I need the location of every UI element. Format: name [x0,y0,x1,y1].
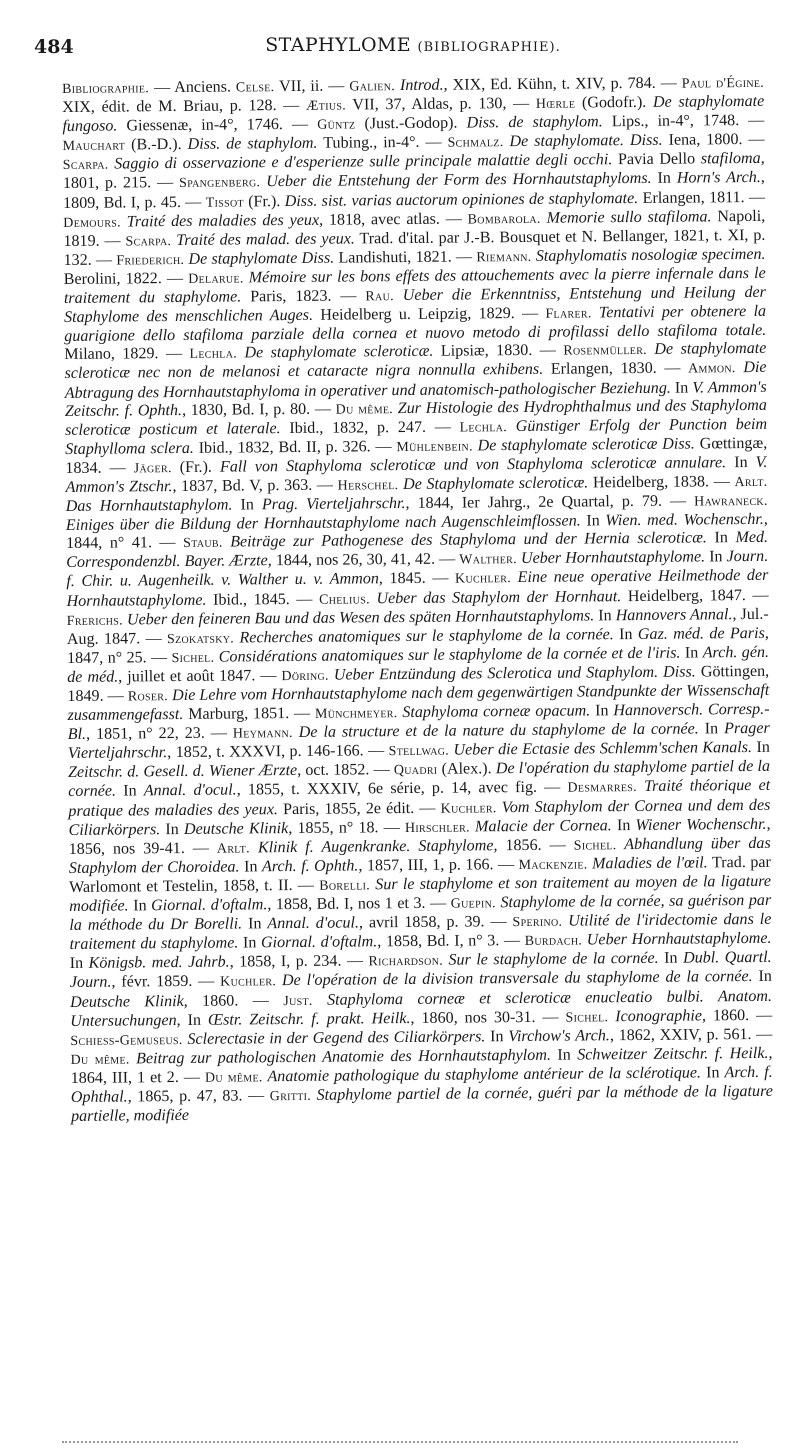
work-title: Prager Vierteljahrschr. [67,720,770,763]
work-title: Journ. f. Chir. u. Augenheilk. v. Walther u. v. Ammon [66,548,769,591]
author-name: Sperino. [512,914,563,931]
citation-text: In [239,858,263,876]
citation-text: In [242,915,268,933]
citation-text: , 1845. — [378,570,456,588]
citation-text: Pavia Dello [612,150,701,169]
work-title: Arch. f. Ophth. [261,857,359,876]
author-name: Rosenmüller. [563,343,648,359]
work-title: Virchow's Arch. [508,1026,610,1045]
author-name: Rau. [365,289,394,305]
citation-text: Heidelberg u. Leipzig, 1829. — [312,304,546,324]
work-title: Traité théorique et pratique des maladies des yeux. [68,777,771,820]
author-name: Döring. [281,668,329,685]
work-title: Arch. gén. de méd. [67,643,770,686]
work-title: Beitrag zur pathologischen Anatomie des Hornhautstaphylom. [129,1046,552,1068]
work-title: Traité des maladies des yeux, [120,211,324,231]
citation-text: Giessenæ, in-4°, 1746. — [117,115,318,135]
citation-text: In [550,1046,578,1064]
citation-text: , Jul.-Aug. 1847. — [66,605,769,648]
citation-text: Lipsiæ, 1830. — [433,341,564,361]
citation-text: 1860. — [705,1006,773,1025]
work-title: Ueber die Ectasie des Schlemm'schen Kanals. [448,739,753,759]
citation-text: In [232,496,262,514]
citation-text: Paris, 1855, 2e édit. — [277,799,441,818]
work-title: Saggio di osservazione e d'esperienze sulle principale malattie degli occhi. [108,151,613,173]
work-title: Giornal. d'oftalm. [260,933,378,952]
work-title: De staphylomate scleroticæ. [236,343,434,362]
work-title: Ueber Hornhautstaphylome. [582,930,772,949]
work-title: Vom Staphylom der Cornea und dem des Ciliarkörpers. [68,796,771,839]
citation-text: Ibid., 1845. — [206,590,320,609]
author-name: Hirschler. [404,820,470,836]
work-title: Zur Histologie des Hydrophthalmus und des Staphyloma scleroticæ posticum et laterale. [64,396,767,439]
citation-text: In [698,720,725,738]
work-title: De staphylomate scleroticæ nec non de melanosi et cataracte nigra nonnulla exhibens. [64,340,767,383]
work-title: Abhandlung über das Staphylom der Choroidea. [68,834,771,877]
work-title: Fall von Staphyloma scleroticæ und von Staphyloma scleroticæ annulare. [219,454,727,476]
work-title: Iconographie, [608,1007,707,1025]
author-name: Mauchart [62,138,126,155]
author-name: Mackenzie. [518,857,588,873]
work-title: Deutsche Klinik [183,819,289,838]
author-name: Guepin. [450,896,496,912]
citation-text: In [580,512,606,530]
running-head [62,34,764,56]
author-name: Ammon. [687,361,736,377]
author-name: Sichel. [171,650,215,666]
work-title: Schweitzer Zeitschr. f. Heilk. [577,1044,769,1064]
work-title: Sclerectasie in der Gegend des Ciliarkörpers. [182,1028,486,1048]
citation-text: In [680,644,703,662]
citation-text: In [658,949,684,968]
citation-text: , 1860, nos 30-31. — [410,1008,566,1027]
work-title: Staphyloma corneæ opacum. [397,702,591,722]
work-title: Die Abtragung des Hornhautstaphyloma in operativer und anatomisch-pathologischer Beziehung. [64,359,767,402]
author-name: Heymann. [232,726,293,742]
citation-text: , 1858, Bd. I, nos 1 et 3. — [267,894,451,914]
author-name: Münchmeyer. [314,706,398,722]
work-title: Königsb. med. Jahrb. [88,953,230,973]
citation-text: (Just.-Godop). [355,114,467,133]
author-name: Roser. [127,689,169,705]
work-title: Ueber das Staphylom der Hornhaut. [369,587,622,607]
author-name: Lechla. [459,419,508,436]
citation-text: , 1862, XXIV, p. 561. — [609,1025,773,1044]
citation-text: , juillet et août 1847. — [118,667,282,686]
citation-text: In [726,453,756,472]
citation-text: , XIX, Ed. Kühn, t. XIV, p. 784. — [443,74,682,94]
author-name: Arlt. [734,474,768,491]
work-title: De Staphylomate scleroticæ. [398,474,589,494]
citation-text: In [590,702,614,720]
author-name: Arlt. [216,841,251,857]
author-name: Ætius. [305,98,347,114]
citation-text: , 1855, n° 18. — [288,818,405,837]
author-name: Chelius. [318,591,370,608]
citation-text: In [180,1011,209,1029]
work-title: Ueber den feineren Bau und das Wesen des späten Hornhautstaphyloms. [122,607,595,629]
work-title: Klinik f. Augenkranke. Staphylome, [249,836,498,857]
work-title: Ueber Entzündung des Sclerotica und Staphylom. Diss. [328,663,696,684]
citation-text: In [485,1027,509,1046]
work-title: Wiener Wochenschr. [635,815,767,834]
citation-text: (Godofr.). [575,93,654,112]
work-title: Deutsche Klinik [69,992,184,1011]
author-name: Gritti. [269,1088,312,1105]
work-title: Hannovers Annal. [615,605,733,624]
author-name: Burdach. [524,933,583,950]
author-name: Sichel. [573,837,617,854]
author-name: Spangenberg. [179,175,261,192]
work-title: Diss. de staphylom. [466,113,603,132]
work-title: Annal. d'ocul. [143,781,237,800]
author-name: Scarpa. [125,233,172,250]
author-name: Scarpa. [62,157,109,174]
citation-text: Landishuti, 1821. — [334,248,477,267]
citation-text: , 1852, t. XXXVI, p. 146-166. — [167,742,389,762]
citation-text: , 1857, III, 1, p. 166. — [358,855,519,875]
author-name: Mühlenbein. [396,439,473,455]
citation-text: In [115,782,144,801]
work-title: Staphyloma corneæ et scleroticæ enucleatio bulbi. Anatom. Untersuchungen, [70,987,773,1030]
citation-text: Paris, 1823. — [241,287,366,306]
work-title: Staphylome partiel de la cornée, guéri par la méthode de la ligature partielle, modifiée [70,1082,773,1126]
work-title: Die Lehre vom Hornhautstaphylome nach dem gegenwärtigen Standpunkte der Wissenschaft zusammengefasst. [67,681,770,725]
author-name: Desmarres. [567,780,637,797]
citation-text: , 1855, t. XXXIV, 6e série, p. 14, avec fig. — [236,779,568,799]
citation-text: Milano, 1829. — [64,345,190,364]
citation-text: 1818, avec atlas. — [323,210,468,229]
author-name: Kuchler. [454,571,512,588]
work-title: V. Ammon's Zeitschr. f. Ophth. [64,378,767,420]
citation-text: , 1830, Bd. I, p. 80. — [181,400,336,419]
citation-text: In [670,379,693,397]
citation-text: , 1860. — [183,991,284,1010]
citation-text: In [705,548,727,566]
work-title: Œstr. Zeitschr. f. prakt. Heilk. [207,1009,411,1029]
author-name: Herschel. [337,478,399,494]
author-name: Du même. [335,401,394,418]
work-title: Dubl. Quartl. Journ. [69,949,772,992]
author-name: Kuchler. [440,800,497,817]
work-title: Ueber Hornhautstaphylome. [516,548,706,568]
page-header [34,30,764,66]
citation-text: , févr. 1859. — [111,973,221,992]
author-name: Richardson. [368,954,444,970]
work-title: Zeitschr. d. Gesell. d. Wiener Ærzte [67,762,298,782]
citation-text: , 1865, p. 47, 83. — [127,1087,270,1106]
citation-text: , 1858, Bd. I, n° 3. — [377,932,525,951]
citation-text: In [594,606,616,625]
citation-text: In [160,820,184,838]
work-title: Anatomie pathologique du staphylome antérieur de la sclérotique. [262,1064,702,1086]
work-title: De l'opération du staphylome partiel de la cornée. [68,758,771,801]
citation-text: In [751,739,770,757]
work-title: Diss. de staphylom. [187,135,318,154]
author-name: Du même. [204,1070,263,1086]
work-title: Einiges über die Bildung der Hornhautstaphylome nach Augenschleimflossen. [65,512,581,535]
author-name: Delarue. [188,271,244,287]
citation-text: , 1809, Bd. I, p. 45. — [62,169,765,212]
citation-text: Göttingen, 1849. — [67,662,770,705]
work-title: Memorie sullo stafiloma. [540,207,712,227]
work-title: De staphylomate. Diss. [503,132,663,151]
citation-text: Lips., in-4°, 1748. — [602,112,765,131]
citation-text: XIX, édit. de M. Briau, p. 128. — [62,96,307,117]
citation-text: Gœttingæ, 1834. — [65,434,768,477]
author-name: Szokatsky. [166,631,235,647]
citation-text: In [238,934,262,952]
author-name: Frerichs. [66,613,124,629]
citation-text: , 1858, I, p. 234. — [229,952,369,971]
bibliography-text [62,74,773,1126]
citation-text: Berolini, 1822. — [63,269,189,288]
work-title: Hannoversch. Corresp.-Bl. [67,700,770,744]
work-title: Diss. sist. varias auctorum opiniones de staphylomate. [284,189,639,210]
work-title: Staphylome de la cornée, sa guérison par la méthode du Dr Borelli. [69,891,772,935]
work-title: De la structure et de la nature du staphylome de la cornée. [292,720,699,742]
work-title: Sur le staphylome et son traitement au moyen de la ligature modifiée. [69,872,772,915]
citation-text: In [69,955,89,973]
work-title: Maladies de l'œil. [587,854,708,873]
citation-text: Heidelberg, 1838. — [588,473,735,492]
work-title: Giornal. d'oftalm. [151,896,268,915]
work-title: Arch. f. Ophthal. [70,1063,773,1106]
author-name: Staub. [183,535,223,552]
author-name: Du même. [70,1052,130,1068]
work-title: V. Ammon's Ztschr. [65,453,768,496]
author-name: Walther. [459,552,517,568]
citation-text: 1856. — [497,836,574,854]
citation-text: Napoli, 1819. — [63,207,766,250]
work-title: Sur le staphylome de la cornée. [442,950,659,970]
author-name: Bombarola. [467,211,541,228]
author-name: Hawraneck. [694,493,768,510]
citation-text: , 1856, nos 39-41. — [68,815,771,858]
citation-text: In [128,897,152,915]
author-name: Schiess-Gemuseus. [70,1032,183,1049]
work-title: De staphylomate scleroticæ Diss. [472,435,695,455]
author-name: Jäger. [133,460,172,477]
citation-text: Ibid., 1832, Bd. II, p. 326. — [193,437,397,457]
citation-text: In [752,968,772,986]
footer-rule [62,1441,738,1446]
author-name: Quadri [393,763,438,779]
work-title: Eine neue operative Heilmethode der Hornhautstaphylome. [66,567,769,610]
author-name: Celse. [235,80,275,96]
citation-text: VII, ii. — [274,77,350,96]
citation-text: Tubing., in-4°. — [317,133,448,153]
citation-text: Erlangen, 1811. — [638,188,766,207]
work-title: Malacie der Cornea. [469,816,612,836]
citation-text: In [706,529,736,547]
work-title: Staphylomatis nosologiæ specimen. [531,245,766,265]
citation-text: , 1844, n° 41. — [65,511,768,553]
work-title: Gaz. méd. de Paris [637,624,765,643]
work-title: De staphylomate Diss. [184,249,335,268]
work-title: Wien. med. Wochenschr. [605,511,764,530]
author-name: Sichel. [565,1009,609,1026]
running-head-section: (BIBLIOGRAPHIE). [417,40,561,55]
citation-text: In [651,170,677,188]
author-name: Friederich. [116,252,185,269]
citation-text: In [700,1064,725,1082]
citation-text: , 1844, Ier Jahrg., 2e Quartal, p. 79. — [405,492,695,513]
work-title: Annal. d'ocul. [267,914,360,933]
author-name: Tissot [205,194,244,211]
citation-text: , 1847, n° 25. — [66,624,769,667]
citation-text: (Fr.). [171,458,221,476]
work-title: Günstiger Erfolg der Punction beim Staphylloma sclera. [65,415,768,458]
work-title: Introd. [394,76,444,95]
work-title: Traité des malad. des yeux. [171,230,355,249]
citation-text: (B.-D.). [125,136,188,154]
author-name: Just. [283,993,313,1009]
citation-text: Marburg, 1851. — [183,704,316,724]
citation-text: , 1844, nos 26, 30, 41, 42. — [267,550,460,570]
work-title: stafiloma, [700,150,765,168]
author-name: Kuchler. [220,974,277,991]
work-title: Tentativi per obtenere la guarigione dello stafiloma parziale della cornea et nuovo metodo di profilassi dello stafiloma totale. [64,302,767,346]
citation-text: Trad. par Warlomont et Testelin, 1858, t. II. — [68,853,771,896]
author-name: Schmalz. [447,135,504,151]
citation-text: , avril 1858, p. 39. — [358,913,513,932]
citation-text: (Fr.). [243,192,285,210]
work-title: De l'opération de la division transversale du staphylome de la cornée. [276,968,753,990]
work-title: De staphylomate fungoso. [62,92,765,136]
citation-text: Erlangen, 1830. — [543,359,689,379]
citation-text: — Anciens. [149,78,236,97]
work-title: Med. Correspondenzbl. Bayer. Ærzte [66,529,769,572]
author-name: Paul d'Égine. [681,75,765,92]
citation-text: In [613,625,638,643]
author-name: Demours. [63,215,122,231]
author-name: Hœrle [535,96,576,112]
citation-text: 1801, p. 215. — [62,174,180,193]
author-name: Galien. [349,79,396,95]
citation-text: Heidelberg, 1847. — [621,586,769,605]
citation-text: In [611,816,636,834]
citation-text: , 1864, III, 1 et 2. — [70,1044,773,1087]
author-name: Borelli. [319,878,371,894]
citation-text: Trad. d'ital. par J.-B. Bousquet et N. Bellanger, 1821, t. XI, p. 132. — [63,226,766,269]
citation-text: , 1851, n° 22, 23. — [85,724,233,744]
citation-text: Iena, 1800. — [662,131,765,150]
work-title: Ueber die Entstehung der Form des Hornhautstaphyloms. [260,170,652,191]
citation-text: VII, 37, Aldas, p. 130, — [345,94,536,114]
work-title: Ueber die Erkenntniss, Entstehung und Heilung der Staphylome des menschlichen Auges. [63,283,766,327]
citation-text: , oct. 1852. — [297,761,394,780]
author-name: Riemann. [476,249,532,266]
citation-text: , 1837, Bd. V, p. 363. — [172,476,338,496]
work-title: Das Hornhautstaphylom. [65,496,233,516]
citation-text: Ibid., 1832, p. 247. — [280,418,460,437]
work-title: Recherches anatomiques sur le staphylome de la cornée. [234,625,614,647]
author-name: Lechla. [189,346,238,363]
page-number: 484 [34,36,74,58]
author-name: Flarer. [545,306,592,322]
author-name: Bibliographie. [62,81,150,97]
work-title: Prag. Vierteljahrschr. [261,495,406,514]
work-title: Horn's Arch. [676,169,761,188]
author-name: Güntz [317,117,356,133]
citation-text: (Alex.). [437,760,496,779]
work-title: Utilité de l'iridectomie dans le traitement du staphylome. [69,910,772,954]
work-title: Mémoire sur les bons effets des attouchements avec la pierre infernale dans le traitement du staphylome. [63,264,766,308]
running-head-title: STAPHYLOME [265,34,412,56]
author-name: Stellwag. [388,743,450,760]
work-title: Considérations anatomiques sur le staphylome de la cornée et de l'iris. [214,644,681,666]
work-title: Beiträge zur Pathogenese des Staphyloma und der Hernia scleroticæ. [222,529,707,551]
